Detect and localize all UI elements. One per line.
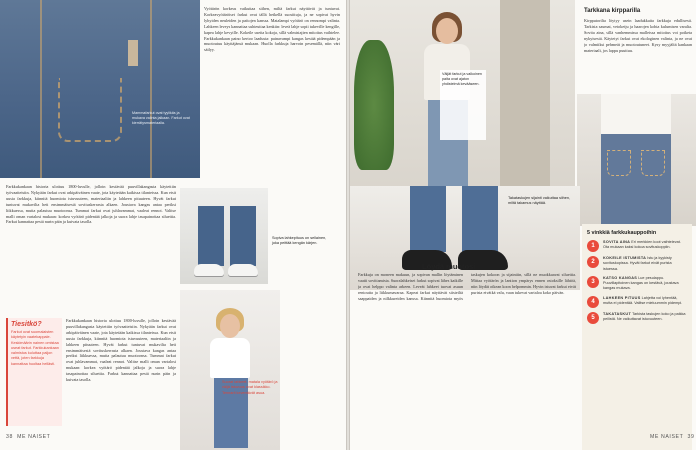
tip-key: KATSO KANGAS	[603, 275, 638, 280]
tip-number: 3	[587, 276, 599, 288]
tip-text: Istu ja kyykisty sovituskopissa. Hyvät farkut eivät purista istuessa.	[603, 256, 672, 271]
tip-text: Lahjetta voi lyhentää, mutta ei pidentää. Valitse mieluummin pidempi.	[603, 295, 683, 306]
tip-item	[587, 296, 687, 308]
tip-number: 5	[587, 312, 599, 324]
tip-key: LAHKEEN PITUUS	[603, 295, 641, 300]
jeans-pocket-photo	[0, 0, 200, 178]
body-text: Vyötärön korkeus vaikuttaa siihen, miltä farkut näyttävät ja tuntuvat. Korkeavyötäröiset farkut ovat tällä hetkellä suosittuja, ja ne sopivat hyvin lyhyiden neuleiden ja paitojen kanssa. Matalampi vyötärö on rennompi valinta. Lahkeen leveys kannattaa suhteuttaa kenkiin: leveä lahje sopii tukeville kengille, kapea lahje kevyille. Kokeile useita kokoja, sillä valmistajien mitoitus vaihtelee. Farkkukankaan paino kertoo laadusta: painavampi kangas kestää pidempään ja muotoutuu käyttäjänsä mukaan. Huolla farkkuja harvoin pesemällä, niin väri säilyy.	[204, 6, 340, 53]
tip-key: TAKATASKUT	[603, 311, 632, 316]
tip-text: Eri merkkien koot vaihtelevat. Ota mukaan kaksi kokoa sovituskoppiin.	[603, 240, 681, 250]
left-column-1	[6, 184, 176, 314]
tip-title: Tiesitkö?	[11, 321, 42, 328]
woman-jeans-photo	[180, 290, 280, 450]
page-number-right: ME NAISET 39	[650, 434, 695, 440]
right-page	[350, 0, 696, 450]
body-text: Farkkukankaan historia ulottuu 1800-luvulle, jolloin kestävää puuvillakangasta käytettiin työvaatteisiin. Nykyään farkut ovat arkipäiväinen vaate, jota käytetään kaikissa tilanteissa. Kun etsit uusia farkkuja, kiinnitä huomiota istuvuuteen, materiaaliin ja lahkeen pituuteen. Hyvät farkut tuntuvat mukavilta heti ensimmäisestä sovituskerrasta alkaen. Joustava kangas antaa periksi liikkuessa, mutta palautuu muotoonsa. Tummat farkut ovat juhlavammat, vaaleat rennot. Valitse malli oman vartalosi mukaan: korkea vyötärö pidentää jalkoja ja suora lahje tasapainottaa siluettia. Farkut kannattaa pestä nurin päin ja kuivata tasolla.	[6, 184, 176, 225]
tip-item	[587, 276, 687, 292]
tip-item	[587, 240, 687, 252]
tip-text: Farkut ovat suomalaisten käytetyin vaatekappale. Keskimäärin nainen omistaa useat farkut. Farkkukankaan valmistus kuluttaa paljon vettä, joten farkkuja kannattaa huoltaa hellästi.	[11, 330, 59, 366]
right-column-main	[358, 272, 576, 412]
photo-caption-top: Mammafarkut ovat tyylikäs ja mukava valinta jalkaan. Farkut ovat kierrätysmateriaalia.	[132, 111, 190, 126]
tip-key: KOKEILE ISTUMISTA	[603, 256, 647, 260]
tip-text: Lue pesulappu. Puuvillapitoinen kangas on kestävä, joustava kangas mukava.	[603, 275, 679, 291]
caption-back: Takataskujen sijainti vaikuttaa siihen, miltä takamus näyttää.	[508, 196, 571, 206]
right-column-sub	[584, 18, 692, 90]
tip-number: 4	[587, 296, 599, 308]
tip-box	[6, 318, 62, 426]
tip-item	[587, 256, 687, 272]
tip-item	[587, 312, 687, 324]
body-text: Farkkuja on moneen makuun, ja sopivan mallin löytäminen vaatii sovittamista. Suoralahkeiset farkut sopivat lähes kaikille ja ovat helppo valinta arkeen. Leveät lahkeet tuovat asuun rentoutta ja liikkumavaraa. Kapeat farkut näyttävät siisteiltä saappaiden ja nilkkureiden kanssa. Kiinnitä huomiota myös taskujen kokoon ja sijaintiin, sillä ne muokkaavat siluettia. Mittaa vyötärön ja lantion ympärys ennen ostoksille lähtöä, niin löydät oikean koon helpommin. Hyvin istuvat farkut eivät purista eivätkä valu, vaan tukevat vartaloa koko päivän.	[358, 272, 576, 301]
tips-box	[582, 224, 695, 450]
tip-key: SOVITA AINA	[603, 240, 631, 244]
page-number-left: 38 ME NAISET	[6, 434, 51, 440]
caption-woman: Suorat lahkeet, matala vyötärö ja väljä istuvuus ovat klassikko. Tennarit keventävät asua.	[222, 380, 278, 395]
back-pockets-photo	[577, 94, 696, 226]
tip-number: 1	[587, 240, 599, 252]
left-column-2	[66, 318, 176, 430]
body-text: Farkkukankaan historia ulottuu 1800-luvulle, jolloin kestävää puuvillakangasta käytettiin työvaatteisiin. Nykyään farkut ovat arkipäiväinen vaate, jota käytetään kaikissa tilanteissa. Kun etsit uusia farkkuja, kiinnitä huomiota istuvuuteen, materiaaliin ja lahkeen pituuteen. Hyvät farkut tuntuvat mukavilta heti ensimmäisestä sovituskerrasta alkaen. Joustava kangas antaa periksi liikkuessa, mutta palautuu muotoonsa. Tummat farkut ovat juhlavammat, vaaleat rennot. Valitse malli oman vartalosi mukaan: korkea vyötärö pidentää jalkoja ja suora lahje tasapainottaa siluettia. Farkut kannattaa pestä nurin päin ja kuivata tasolla.	[66, 318, 176, 383]
left-column-3	[204, 6, 340, 184]
subheadline: Tarkkana kirpparilla	[584, 8, 641, 14]
main-headline: Löydä muotosi	[422, 262, 476, 271]
tips-title: 5 vinkkiä farkkukauppoihin	[587, 230, 657, 236]
tip-text: Tarkista taskujen koko ja paikka peilistä. Ne vaikuttavat istuvuuteen.	[603, 311, 686, 322]
body-text: Kirpputorilta löytyy usein laadukkaita farkkuja edullisesti. Tarkista saumat, vetoketju ja haarojen kohta kulumisen varalta. Sovita aina, sillä vanhemmissa malleissa mitoitus voi poiketa nykyisestä. Käytetyt farkut ovat ekologinen valinta, ja ne ovat jo valmiiksi pehmeät ja muotoutuneet. Kysy myyjältä kankaan materiaali, jos lappu puuttuu.	[584, 18, 692, 53]
white-sneakers-photo	[180, 188, 268, 284]
tip-number: 2	[587, 256, 599, 268]
left-page	[0, 0, 346, 450]
caption-woman-right: Väljät farkut ja valkoinen paita ovat ajaton yhdistelmä kevääseen.	[440, 70, 486, 140]
caption-shoes: Sopiva lahkepituus on sellainen, joka peittää kengän kärjen.	[272, 236, 327, 246]
